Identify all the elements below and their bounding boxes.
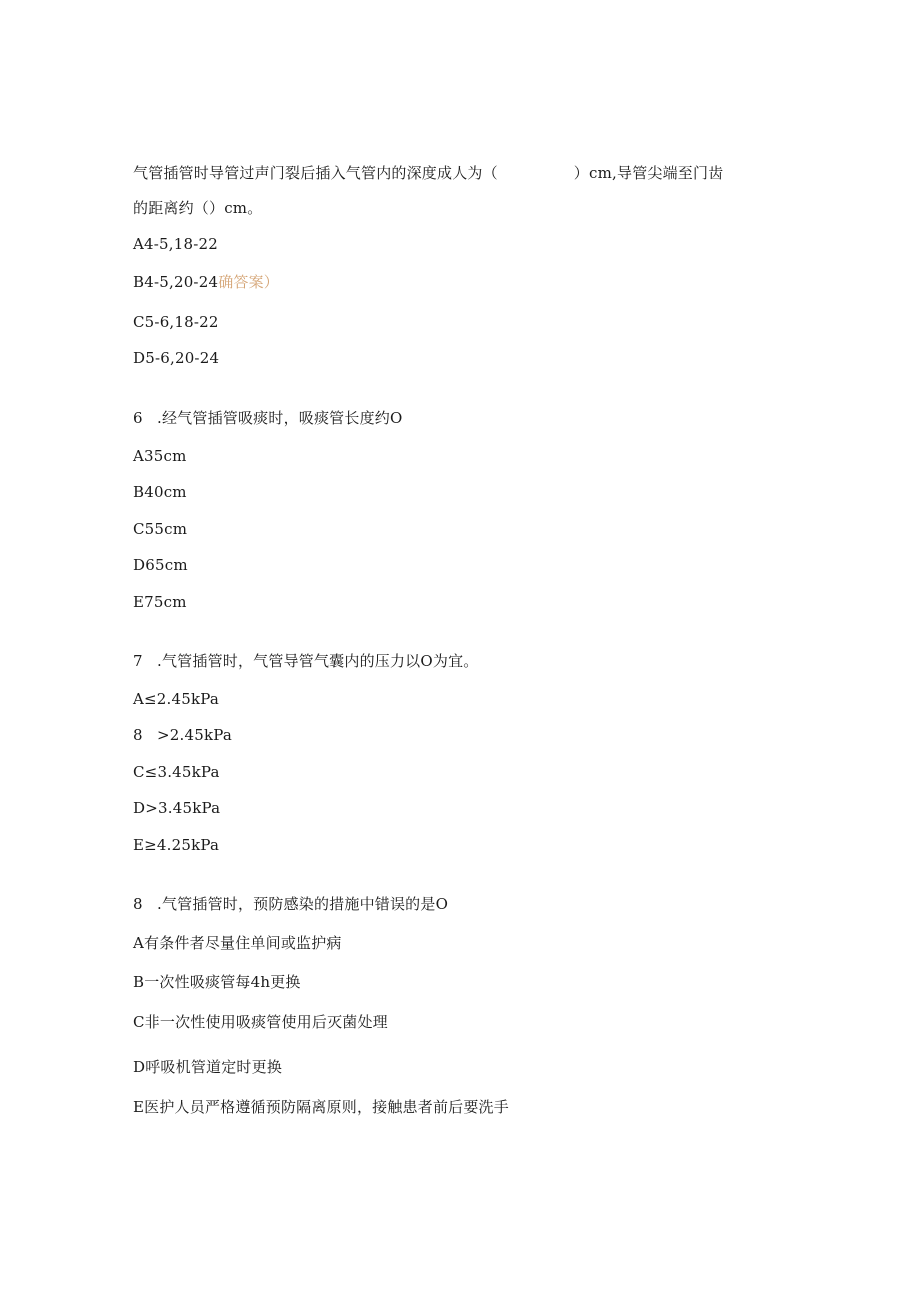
q7-option-d: D>3.45kPa bbox=[133, 799, 221, 817]
q5-option-d: D5-6,20-24 bbox=[133, 349, 220, 367]
q6-stem-text: .经气管插管吸痰时，吸痰管长度约O bbox=[157, 409, 403, 427]
q5-stem-line2: 的距离约（）cm。 bbox=[133, 199, 263, 217]
q7-option-b bbox=[133, 725, 232, 745]
q8-option-b: B一次性吸痰管每4h更换 bbox=[133, 973, 301, 991]
q6-option-a: A35cm bbox=[133, 447, 187, 465]
q8-stem bbox=[133, 894, 448, 914]
q5-option-b bbox=[133, 272, 279, 292]
q7-number: 7 bbox=[133, 652, 143, 670]
q8-option-d: D呼吸机管道定时更换 bbox=[133, 1058, 283, 1076]
q6-number: 6 bbox=[133, 409, 143, 427]
q6-option-c: C55cm bbox=[133, 520, 188, 538]
q7-option-e: E≥4.25kPa bbox=[133, 836, 220, 854]
q8-stem-text: .气管插管时，预防感染的措施中错误的是O bbox=[157, 895, 449, 913]
q8-number: 8 bbox=[133, 895, 143, 913]
q7-option-b-number: 8 bbox=[133, 726, 143, 744]
q6-option-d: D65cm bbox=[133, 556, 188, 574]
q6-stem bbox=[133, 408, 402, 428]
answer-hint: 确答案） bbox=[218, 273, 280, 291]
q6-option-e: E75cm bbox=[133, 593, 187, 611]
q8-option-c: C非一次性使用吸痰管使用后灭菌处理 bbox=[133, 1013, 388, 1031]
q7-option-a: A≤2.45kPa bbox=[133, 690, 220, 708]
q7-option-c: C≤3.45kPa bbox=[133, 763, 220, 781]
q5-option-c: C5-6,18-22 bbox=[133, 313, 219, 331]
q7-option-b-text: >2.45kPa bbox=[157, 726, 233, 744]
q6-option-b: B40cm bbox=[133, 483, 187, 501]
q7-stem bbox=[133, 651, 478, 671]
q8-option-e: E医护人员严格遵循预防隔离原则，接触患者前后要洗手 bbox=[133, 1098, 509, 1116]
q8-option-a: A有条件者尽量住单间或监护病 bbox=[133, 934, 342, 952]
q5-option-b-text: B4-5,20-24 bbox=[133, 273, 219, 291]
q5-stem-line1: 气管插管时导管过声门裂后插入气管内的深度成人为（ ）cm,导管尖端至门齿 bbox=[133, 164, 724, 182]
q7-stem-text: .气管插管时，气管导管气囊内的压力以O为宜。 bbox=[157, 652, 479, 670]
q5-option-a: A4-5,18-22 bbox=[133, 235, 218, 253]
